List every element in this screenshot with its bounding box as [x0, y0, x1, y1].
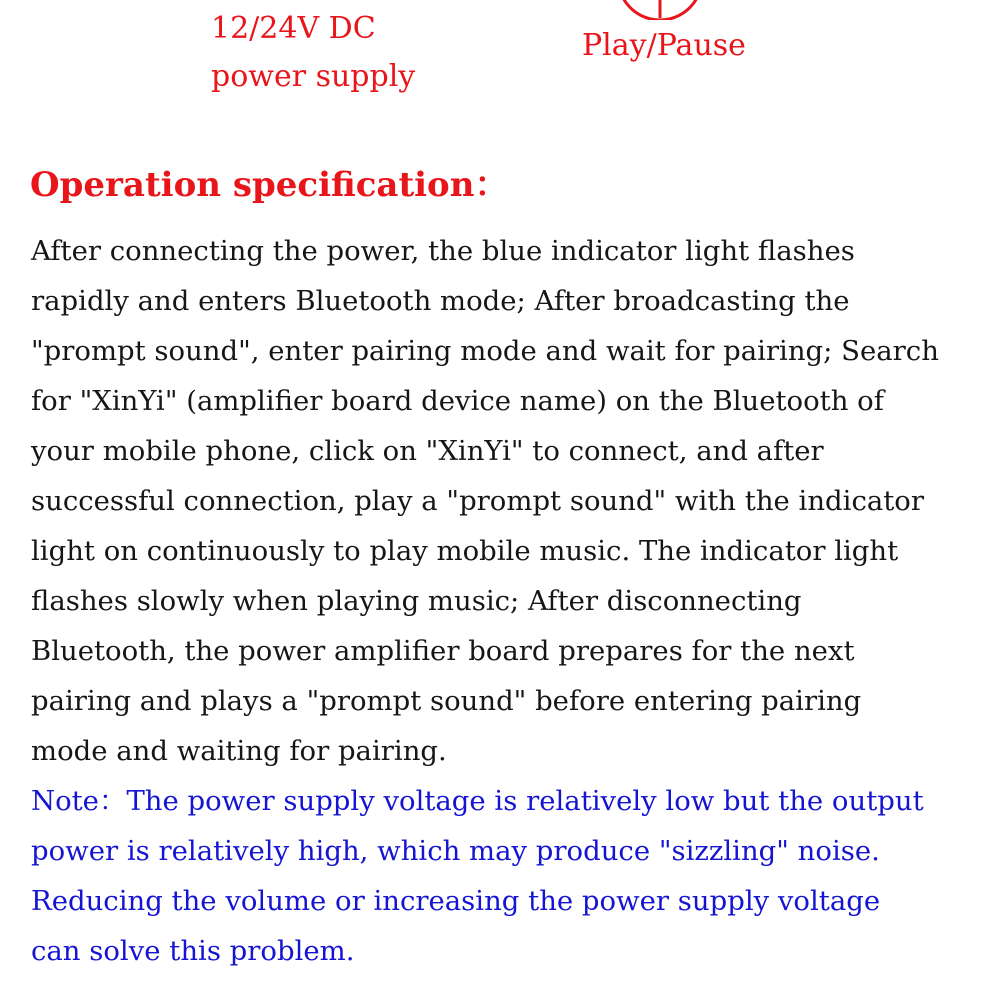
power-supply-label: [211, 5, 415, 101]
note-paragraph: [31, 776, 999, 976]
body-line: your mobile phone, click on "XinYi" to connect, and after: [31, 435, 824, 467]
section-title: Operation specification：: [30, 165, 509, 205]
operation-description: [31, 226, 999, 776]
power-supply-label-line1: 12/24V DC: [211, 11, 376, 46]
body-line: successful connection, play a "prompt sound" with the indicator: [31, 485, 924, 517]
note-line: Note：The power supply voltage is relatively low but the output: [31, 785, 924, 817]
note-line: Reducing the volume or increasing the power supply voltage: [31, 885, 881, 917]
body-line: flashes slowly when playing music; After disconnecting: [31, 585, 802, 617]
note-line: power is relatively high, which may produce "sizzling" noise.: [31, 835, 880, 867]
body-line: rapidly and enters Bluetooth mode; After broadcasting the: [31, 285, 850, 317]
body-line: After connecting the power, the blue indicator light flashes: [31, 235, 855, 267]
play-pause-button-symbol-icon: [610, 0, 710, 20]
body-line: "prompt sound", enter pairing mode and wait for pairing; Search: [31, 335, 939, 367]
body-line: Bluetooth, the power amplifier board prepares for the next: [31, 635, 855, 667]
power-supply-label-line2: power supply: [211, 59, 416, 94]
body-line: pairing and plays a "prompt sound" before entering pairing: [31, 685, 862, 717]
body-line: light on continuously to play mobile music. The indicator light: [31, 535, 899, 567]
body-line: for "XinYi" (amplifier board device name) on the Bluetooth of: [31, 385, 884, 417]
body-line: mode and waiting for pairing.: [31, 735, 447, 767]
play-pause-label: Play/Pause: [582, 28, 746, 63]
note-line: can solve this problem.: [31, 935, 355, 967]
